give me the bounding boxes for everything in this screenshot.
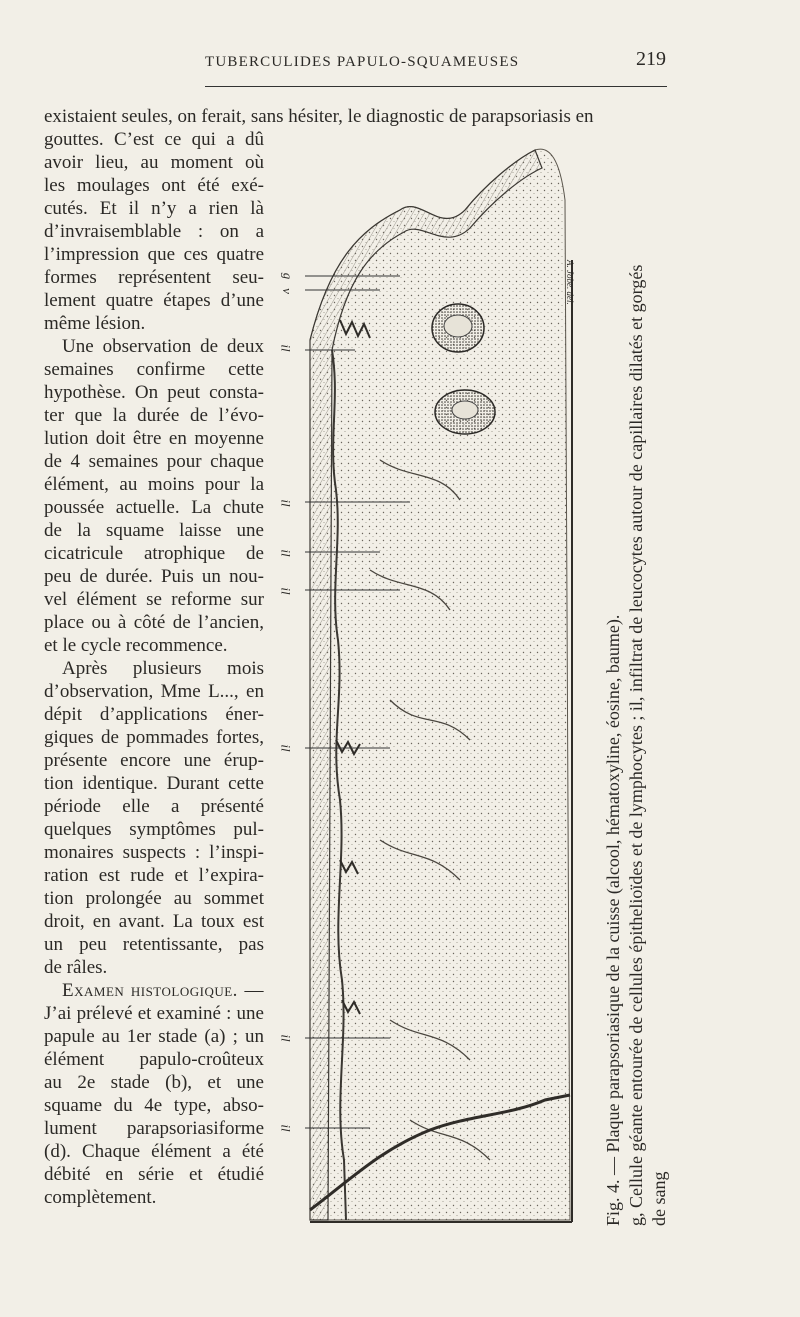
- body-line: place ou à côté de l’ancien,: [44, 612, 264, 633]
- body-line: et le cycle recommence.: [44, 635, 228, 656]
- body-line: tion identique. Durant cette: [44, 773, 264, 794]
- figure-label-il-4: il: [278, 587, 294, 595]
- body-line: complètement.: [44, 1187, 157, 1208]
- body-line: Une observation de deux: [62, 336, 264, 357]
- body-line: de 4 semaines pour chaque: [44, 451, 264, 472]
- caption-line-2: [625, 126, 648, 1226]
- first-text-line: existaient seules, on ferait, sans hésiter, le diagnostic de parapsoriasis en: [44, 106, 594, 127]
- body-line: l’impression que ces quatre: [44, 244, 264, 265]
- body-line: cicatricule atrophique de: [44, 543, 264, 564]
- figure-label-g: g: [280, 272, 296, 280]
- histology-drawing: [270, 140, 590, 1230]
- body-line: ter que la durée de l’évo-: [44, 405, 264, 426]
- body-line: d’observation, Mme L..., en: [44, 681, 264, 702]
- body-line: papule au 1er stade (a) ; un: [44, 1026, 264, 1047]
- body-line: gouttes. C’est ce qui a dû: [44, 129, 264, 150]
- caption-line-2-text: g, Cellule géante entourée de cellules épithelioïdes et de lymphocytes ; il, infiltrat de leucocytes autour de capillaires dilatés et gorgés: [626, 264, 646, 1226]
- body-line: d’invraisemblable : on a: [44, 221, 264, 242]
- body-line: période elle a présenté: [44, 796, 264, 817]
- body-line: semaines confirme cette: [44, 359, 264, 380]
- body-line: quelques symptômes pul-: [44, 819, 264, 840]
- body-line: cutés. Et il n’y a rien là: [44, 198, 264, 219]
- body-line: giques de pommades fortes,: [44, 727, 264, 748]
- body-line: dépit d’applications éner-: [44, 704, 264, 725]
- body-text-column: [44, 128, 264, 1209]
- body-line: même lésion.: [44, 313, 146, 334]
- figure-label-il-1: il: [278, 344, 294, 352]
- figure-label-il-5: il: [278, 744, 294, 752]
- body-line: élément papulo-croûteux: [44, 1049, 264, 1070]
- running-head: [0, 48, 800, 78]
- caption-line-3: [648, 126, 671, 1226]
- body-line: J’ai prélevé et examiné : une: [44, 1003, 264, 1024]
- histology-figure: [270, 140, 590, 1230]
- body-line: vel élément se reforme sur: [44, 589, 264, 610]
- page-number: 219: [636, 48, 666, 70]
- body-line: avoir lieu, au moment où: [44, 152, 264, 173]
- figure-label-v: v: [279, 288, 295, 294]
- infiltrate-center: [452, 401, 478, 419]
- body-line: de râles.: [44, 957, 108, 978]
- body-line: peu de durée. Puis un nou-: [44, 566, 264, 587]
- figure-label-il-3: il: [278, 549, 294, 557]
- figure-signature: A. Jobe. del.: [565, 260, 575, 305]
- body-line: formes représentent seu-: [44, 267, 264, 288]
- caption-line-1: [602, 126, 625, 1226]
- body-line: ration est rude et l’expira-: [44, 865, 264, 886]
- body-line: droit, en avant. La toux est: [44, 911, 264, 932]
- body-line: lement quatre étapes d’une: [44, 290, 264, 311]
- body-line: lution doit être en moyenne: [44, 428, 264, 449]
- figure-label-il-2: il: [278, 499, 294, 507]
- figure-label-il-7: il: [278, 1124, 294, 1132]
- body-line: (d). Chaque élément a été: [44, 1141, 264, 1162]
- body-line: Examen histologique. —: [62, 980, 264, 1001]
- figure-caption: [602, 126, 671, 1226]
- caption-line-3-text: de sang: [649, 1171, 669, 1226]
- body-line: les moulages ont été exé-: [44, 175, 264, 196]
- body-line: monaires suspects : l’inspi-: [44, 842, 264, 863]
- body-line: lument parapsoriasiforme: [44, 1118, 264, 1139]
- body-line: débité en série et étudié: [44, 1164, 264, 1185]
- body-line: au 2e stade (b), et une: [44, 1072, 264, 1093]
- body-line: poussée actuelle. La chute: [44, 497, 264, 518]
- body-line: tion prolongée au sommet: [44, 888, 264, 909]
- header-rule: [205, 86, 667, 87]
- caption-line-1-text: Fig. 4. — Plaque parapsoriasique de la cuisse (alcool, hématoxyline, éosine, baume).: [603, 614, 623, 1226]
- giant-cell-center: [444, 315, 472, 337]
- body-line: un peu retentissante, pas: [44, 934, 264, 955]
- body-line: présente encore une érup-: [44, 750, 264, 771]
- body-line: de la squame laisse une: [44, 520, 264, 541]
- body-line: squame du 4e type, abso-: [44, 1095, 264, 1116]
- body-line: élément, au moins pour la: [44, 474, 264, 495]
- body-line: Après plusieurs mois: [62, 658, 264, 679]
- figure-label-il-6: il: [278, 1034, 294, 1042]
- body-line: hypothèse. On peut consta-: [44, 382, 264, 403]
- running-title: TUBERCULIDES PAPULO-SQUAMEUSES: [205, 54, 520, 70]
